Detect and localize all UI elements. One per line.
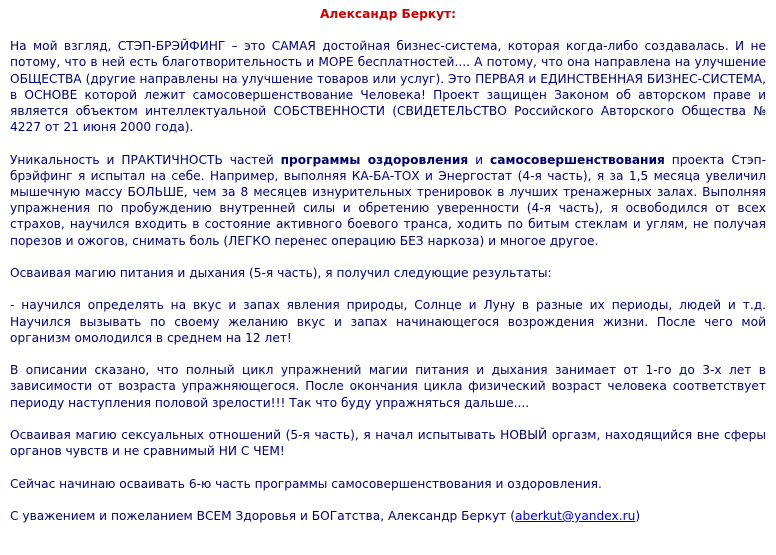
highlight-health-program: программы оздоровления <box>280 152 469 167</box>
signature-close: ) <box>635 508 641 523</box>
paragraph-business-system: На мой взгляд, СТЭП-БРЭЙФИНГ – это САМАЯ достойная бизнес-система, которая когда-либо создавалась. И не потому, что в ней есть благотворительность и МОРЕ бесплатностей.... А потому, что она направлена на улучшение ОБЩЕСТВА (другие направлены на улучшение товаров или услуг). Это ПЕРВАЯ и ЕДИНСТВЕННАЯ БИЗНЕС-СИСТЕМА, в ОСНОВЕ которой лежит самосовершенствование Человека! Проект защищен Законом об авторском праве и является объектом интеллектуальной СОБСТВЕННОСТИ (СВИДЕТЕЛЬСТВО Российского Авторского Общества № 4227 от 21 июня 2000 года). <box>10 39 766 135</box>
paragraph-nutrition-results: Осваивая магию питания и дыхания (5-я часть), я получил следующие результаты: <box>10 266 552 281</box>
signature-text: С уважением и пожеланием ВСЕМ Здоровья и БОГатства, Александр Беркут ( <box>10 508 516 523</box>
paragraph-cycle-description: В описании сказано, что полный цикл упражнений магии питания и дыхания занимает от 1-го до 3-х лет в зависимости от возраста упражняющегося. После окончания цикла физический возраст человека соответствует периоду наступления половой зрелости!!! Так что буду упражняться дальше.... <box>10 363 766 410</box>
testimonial-document <box>10 6 766 540</box>
highlight-self-improvement: самосовершенствования <box>490 152 665 167</box>
paragraph-next-part: Сейчас начинаю осваивать 6-ю часть программы самосовершенствования и оздоровления. <box>10 476 602 491</box>
paragraph-taste-smell: - научился определять на вкус и запах явления природы, Солнце и Луну в разные их периоды, людей и т.д. Научился вызывать по своему желанию вкус и запах начинающегося возрождения жизни. После чего мой организм омолодился в среднем на 12 лет! <box>10 298 766 345</box>
paragraph-relations: Осваивая магию сексуальных отношений (5-я часть), я начал испытывать НОВЫЙ оргазм, находящийся вне сферы органов чувств и не сравнимый НИ С ЧЕМ! <box>10 428 766 459</box>
author-heading: Александр Беркут: <box>319 7 456 21</box>
paragraph-uniqueness <box>10 152 766 249</box>
signature-line <box>10 508 766 524</box>
paragraph-uniqueness-rest: проекта Стэп-брэйфинг я испытал на себе. Например, выполняя КА-БА-ТОХ и Энергостат (4-я часть), я за 1,5 месяца увеличил мышечную массу БОЛЬШЕ, чем за 8 месяцев изнурительных тренировок в лучших тренажерных залах. Выполняя упражнения по пробуждению внутренней силы и обретению уверенности (4-я часть), я освободился от всех страхов, научился входить в состояние активного боевого транса, ходить по битым стеклам и углям, не получая порезов и ожогов, снимать боль (ЛЕГКО перенес операцию БЕЗ наркоза) и многое другое. <box>10 152 766 248</box>
paragraph-uniqueness-conj: и <box>468 152 491 167</box>
author-email-link[interactable]: aberkut@yandex.ru <box>515 508 636 523</box>
paragraph-uniqueness-start: Уникальность и ПРАКТИЧНОСТЬ частей <box>10 152 281 167</box>
